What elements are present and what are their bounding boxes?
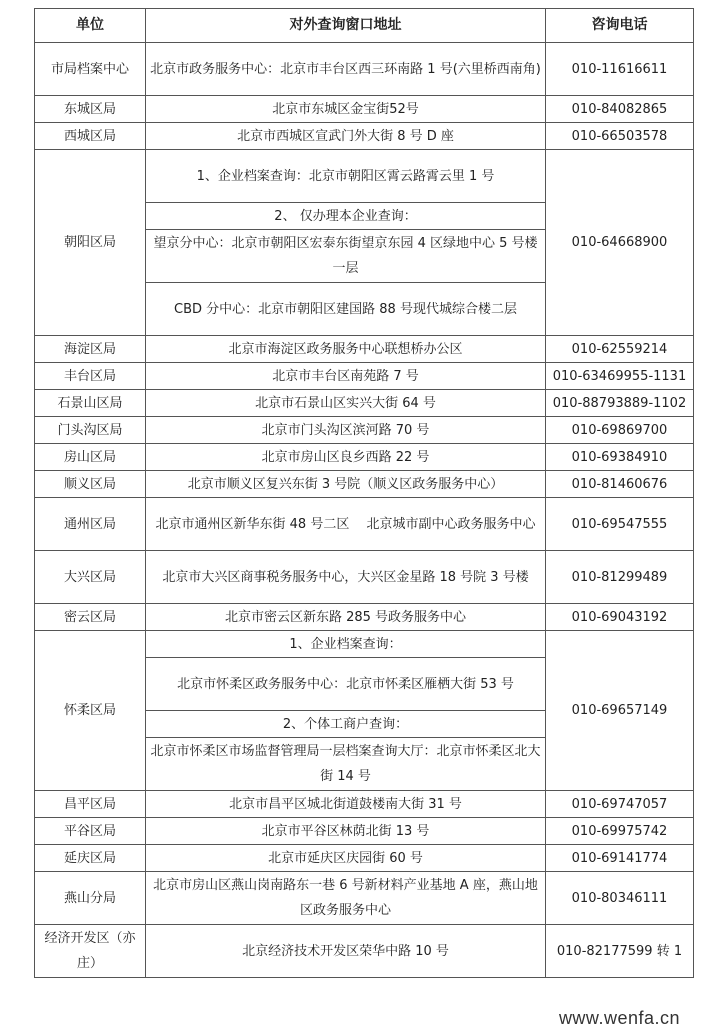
table-row [35, 604, 694, 631]
phone-cell: 010-11616611 [546, 43, 694, 96]
unit-cell: 昌平区局 [35, 791, 146, 818]
address-cell: 北京市平谷区林荫北街 13 号 [146, 818, 546, 845]
address-cell: 北京市延庆区庆园街 60 号 [146, 845, 546, 872]
phone-cell: 010-66503578 [546, 123, 694, 150]
address-cell: 北京市密云区新东路 285 号政务服务中心 [146, 604, 546, 631]
table-row [35, 498, 694, 551]
address-cell: 北京市房山区燕山岗南路东一巷 6 号新材料产业基地 A 座，燕山地区政务服务中心 [146, 872, 546, 925]
unit-cell: 石景山区局 [35, 390, 146, 417]
address-cell: 1、企业档案查询： [146, 631, 546, 658]
address-cell: 北京市丰台区南苑路 7 号 [146, 363, 546, 390]
address-cell: 北京市顺义区复兴东街 3 号院（顺义区政务服务中心） [146, 471, 546, 498]
site-watermark: www.wenfa.cn [558, 1008, 680, 1028]
phone-cell: 010-63469955-1131 [546, 363, 694, 390]
table-row [35, 43, 694, 96]
table-row [35, 818, 694, 845]
table-row [35, 417, 694, 444]
phone-cell: 010-81460676 [546, 471, 694, 498]
address-cell: 望京分中心：北京市朝阳区宏泰东街望京东园 4 区绿地中心 5 号楼一层 [146, 230, 546, 283]
table-row [35, 925, 694, 978]
unit-cell: 东城区局 [35, 96, 146, 123]
table-row [35, 390, 694, 417]
phone-cell: 010-82177599 转 1 [546, 925, 694, 978]
phone-cell: 010-69141774 [546, 845, 694, 872]
unit-cell: 延庆区局 [35, 845, 146, 872]
phone-cell: 010-64668900 [546, 150, 694, 336]
address-cell: 北京市通州区新华东街 48 号二区 北京城市副中心政务服务中心 [146, 498, 546, 551]
address-cell: 北京市房山区良乡西路 22 号 [146, 444, 546, 471]
table-row [35, 551, 694, 604]
address-cell: 北京市海淀区政务服务中心联想桥办公区 [146, 336, 546, 363]
phone-cell: 010-69043192 [546, 604, 694, 631]
address-cell: 1、企业档案查询：北京市朝阳区霄云路霄云里 1 号 [146, 150, 546, 203]
table-row [35, 363, 694, 390]
table-row [35, 123, 694, 150]
table-row [35, 845, 694, 872]
header-address: 对外查询窗口地址 [146, 9, 546, 43]
address-cell: 北京市东城区金宝街52号 [146, 96, 546, 123]
header-row [35, 9, 694, 43]
unit-cell: 门头沟区局 [35, 417, 146, 444]
unit-cell: 顺义区局 [35, 471, 146, 498]
contact-table [34, 8, 694, 978]
unit-cell: 密云区局 [35, 604, 146, 631]
unit-cell: 海淀区局 [35, 336, 146, 363]
address-cell: 2、 仅办理本企业查询： [146, 203, 546, 230]
address-cell: 北京市大兴区商事税务服务中心，大兴区金星路 18 号院 3 号楼 [146, 551, 546, 604]
table-row [35, 631, 694, 658]
unit-cell: 房山区局 [35, 444, 146, 471]
unit-cell: 燕山分局 [35, 872, 146, 925]
table-row [35, 471, 694, 498]
address-cell: 北京经济技术开发区荣华中路 10 号 [146, 925, 546, 978]
phone-cell: 010-88793889-1102 [546, 390, 694, 417]
unit-cell: 经济开发区（亦庄） [35, 925, 146, 978]
header-phone: 咨询电话 [546, 9, 694, 43]
address-cell: 2、个体工商户查询： [146, 711, 546, 738]
address-cell: CBD 分中心：北京市朝阳区建国路 88 号现代城综合楼二层 [146, 283, 546, 336]
address-cell: 北京市昌平区城北街道鼓楼南大街 31 号 [146, 791, 546, 818]
address-cell: 北京市怀柔区市场监督管理局一层档案查询大厅：北京市怀柔区北大街 14 号 [146, 738, 546, 791]
phone-cell: 010-80346111 [546, 872, 694, 925]
unit-cell: 平谷区局 [35, 818, 146, 845]
unit-cell: 通州区局 [35, 498, 146, 551]
header-unit: 单位 [35, 9, 146, 43]
phone-cell: 010-69747057 [546, 791, 694, 818]
table-row [35, 791, 694, 818]
table-row [35, 96, 694, 123]
phone-cell: 010-69547555 [546, 498, 694, 551]
table-row [35, 336, 694, 363]
unit-cell: 西城区局 [35, 123, 146, 150]
phone-cell: 010-69657149 [546, 631, 694, 791]
address-cell: 北京市政务服务中心：北京市丰台区西三环南路 1 号(六里桥西南角) [146, 43, 546, 96]
phone-cell: 010-62559214 [546, 336, 694, 363]
unit-cell: 丰台区局 [35, 363, 146, 390]
phone-cell: 010-84082865 [546, 96, 694, 123]
phone-cell: 010-81299489 [546, 551, 694, 604]
unit-cell: 大兴区局 [35, 551, 146, 604]
unit-cell: 怀柔区局 [35, 631, 146, 791]
table-row [35, 444, 694, 471]
address-cell: 北京市怀柔区政务服务中心：北京市怀柔区雁栖大街 53 号 [146, 658, 546, 711]
phone-cell: 010-69869700 [546, 417, 694, 444]
unit-cell: 朝阳区局 [35, 150, 146, 336]
address-cell: 北京市石景山区实兴大街 64 号 [146, 390, 546, 417]
table-row [35, 150, 694, 203]
address-cell: 北京市门头沟区滨河路 70 号 [146, 417, 546, 444]
phone-cell: 010-69975742 [546, 818, 694, 845]
address-cell: 北京市西城区宣武门外大街 8 号 D 座 [146, 123, 546, 150]
unit-cell: 市局档案中心 [35, 43, 146, 96]
phone-cell: 010-69384910 [546, 444, 694, 471]
table-row [35, 872, 694, 925]
